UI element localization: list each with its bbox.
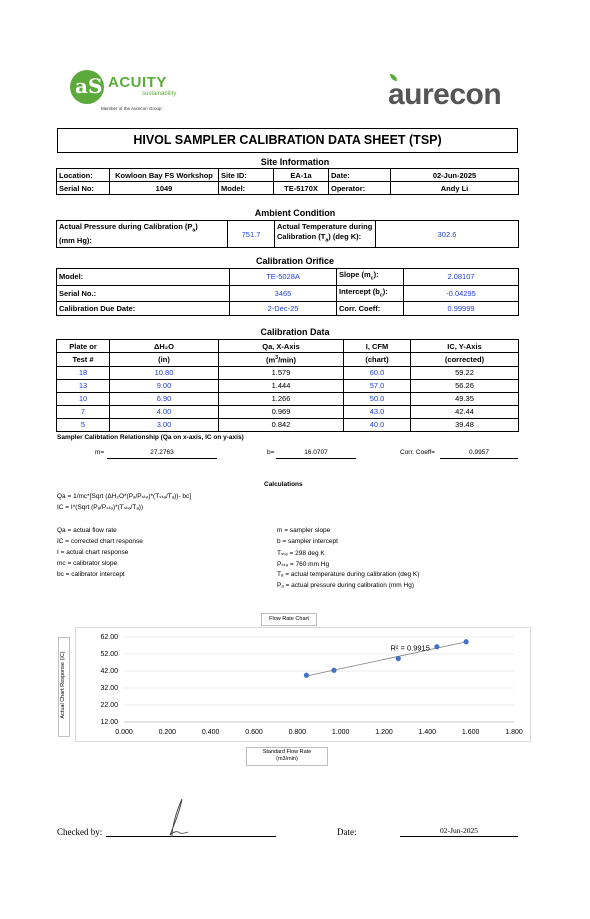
page-title: HIVOL SAMPLER CALIBRATION DATA SHEET (TSP)	[57, 128, 518, 153]
header-m3min: $(m^3/\min)$	[219, 353, 344, 367]
def-pstd: Pₛₜₔ = 760 mm Hg	[277, 561, 330, 568]
header-chart: (chart)	[344, 353, 411, 367]
m-label: m=	[95, 449, 105, 456]
calculations-title: Calculations	[264, 481, 303, 488]
i-cell: 40.0	[344, 418, 411, 431]
b-value: 16.0707	[276, 449, 356, 459]
y-axis-title: Actual Chart Response (IC)	[60, 651, 66, 719]
data-point	[304, 673, 309, 678]
header-ic: IC, Y-Axis	[411, 340, 519, 353]
i-cell: 57.0	[344, 379, 411, 392]
x-tick-label: 0.000	[115, 729, 133, 736]
calibration-orifice-title: Calibration Orifice	[255, 256, 335, 266]
corr-coeff-label: Corr. Coeff:	[337, 302, 404, 316]
ic-cell: 56.26	[411, 379, 519, 392]
data-point	[434, 644, 439, 649]
x-tick-label: 0.800	[288, 729, 307, 736]
plate-cell: 13	[57, 379, 110, 392]
x-tick-label: 1.800	[505, 729, 523, 736]
location-label: Location:	[57, 169, 110, 182]
def-b: b = sampler intercept	[277, 538, 338, 545]
temp-value: 302.6	[376, 221, 519, 248]
due-date-value: 2-Dec-25	[230, 302, 337, 316]
def-qa: Qa = actual flow rate	[57, 527, 117, 534]
def-bc: bᴄ = calibrator intercept	[57, 571, 125, 578]
i-cell: 50.0	[344, 392, 411, 405]
x-tick-label: 0.600	[245, 729, 263, 736]
formula-qa: Qa = 1/mᴄ*[Sqrt (ΔH₂O*(Pₐ/Pₛₜₔ)*(Tₛₜₔ/Tₐ))- bᴄ]	[57, 493, 192, 500]
temp-label: Actual Temperature during Calibration $(T_a)$ (deg K):	[275, 221, 376, 248]
orifice-serial-value: 3465	[230, 285, 337, 302]
model-value: TE-5170X	[274, 182, 329, 195]
header-test: Test #	[57, 353, 110, 367]
pressure-label: Actual Pressure during Calibration $(P_a)$ (mm Hg):	[57, 221, 228, 248]
aurecon-logo-name: aurecon	[388, 78, 502, 111]
footer-date-label: Date:	[337, 827, 357, 837]
plate-cell: 18	[57, 366, 110, 379]
header-in: (in)	[110, 353, 219, 367]
x-tick-label: 1.000	[331, 729, 350, 736]
y-tick-label: 52.00	[100, 651, 118, 658]
corr-value: 0.9957	[440, 449, 518, 459]
date-label: Date:	[329, 169, 391, 182]
plate-cell: 7	[57, 405, 110, 418]
data-point	[396, 656, 401, 661]
y-tick-label: 62.00	[100, 634, 118, 641]
ic-cell: 42.44	[411, 405, 519, 418]
intercept-label: Intercept $(b_c)$:	[337, 285, 404, 302]
dh2o-cell: 9.00	[110, 379, 219, 392]
dh2o-cell: 10.80	[110, 366, 219, 379]
intercept-value: -0.04295	[404, 285, 519, 302]
serial-value: 1049	[110, 182, 219, 195]
ic-cell: 59.22	[411, 366, 519, 379]
orifice-model-label: Model:	[57, 269, 230, 286]
operator-label: Operator:	[329, 182, 391, 195]
orifice-model-value: TE-5028A	[230, 269, 337, 286]
y-tick-label: 22.00	[100, 702, 118, 709]
dh2o-cell: 4.00	[110, 405, 219, 418]
header-qa: Qa, X-Axis	[219, 340, 344, 353]
y-tick-label: 12.00	[100, 719, 118, 726]
corr-coeff-value: 0.99999	[404, 302, 519, 316]
qa-cell: 0.969	[219, 405, 344, 418]
orifice-serial-label: Serial No.:	[57, 285, 230, 302]
header-i: I, CFM	[344, 340, 411, 353]
model-label: Model:	[219, 182, 274, 195]
x-tick-label: 1.400	[418, 729, 437, 736]
site-information-title: Site Information	[260, 157, 330, 167]
def-ic: IC = corrected chart response	[57, 538, 143, 545]
acuity-logo-name: ACUITY	[108, 74, 167, 91]
ic-cell: 49.35	[411, 392, 519, 405]
x-tick-label: 0.200	[158, 729, 177, 736]
date-value: 02-Jun-2025	[391, 169, 519, 182]
y-tick-label: 32.00	[100, 685, 118, 692]
x-tick-label: 1.200	[375, 729, 393, 736]
data-point	[464, 639, 469, 644]
def-m: m = sampler slope	[277, 527, 331, 534]
plate-cell: 10	[57, 392, 110, 405]
slope-label: Slope $(m_c)$:	[337, 269, 404, 286]
corr-label: Corr. Coeff=	[400, 449, 436, 456]
x-axis-title	[246, 747, 328, 766]
header-plate: Plate or	[57, 340, 110, 353]
relationship-title: Sampler Calibtation Relationship (Qa on x-axis, IC on y-axis)	[57, 434, 244, 441]
footer-date-value: 02-Jun-2025	[400, 826, 518, 837]
x-axis-title-line-1: Standard Flow Rate	[262, 749, 312, 755]
qa-cell: 1.579	[219, 366, 344, 379]
acuity-mark-icon: aS	[70, 70, 104, 104]
serial-label: Serial No:	[57, 182, 110, 195]
b-label: b=	[267, 449, 275, 456]
data-point	[331, 668, 336, 673]
def-i: I = actual chart response	[57, 549, 129, 556]
def-tstd: Tₛₜₔ = 298 deg K	[277, 550, 325, 557]
pressure-value: 751.7	[228, 221, 275, 248]
x-tick-label: 1.600	[461, 729, 480, 736]
def-ta: Tₐ = actual temperature during calibration (deg K)	[277, 571, 420, 578]
qa-cell: 1.444	[219, 379, 344, 392]
site-id-label: Site ID:	[219, 169, 274, 182]
operator-value: Andy Li	[391, 182, 519, 195]
acuity-member-text: Member of the Aurecon Group	[101, 106, 162, 111]
checked-by-label: Checked by:	[57, 827, 103, 837]
def-pa: Pₐ = actual pressure during calibration (mm Hg)	[277, 582, 414, 589]
i-cell: 43.0	[344, 405, 411, 418]
acuity-logo-sub: sustainability	[142, 91, 177, 97]
def-mc: mᴄ = calibrator slope	[57, 560, 118, 567]
r-squared-label: R² = 0.9915	[390, 643, 430, 653]
due-date-label: Calibration Due Date:	[57, 302, 230, 316]
x-tick-label: 0.400	[201, 729, 220, 736]
chart-title: Flow Rate Chart	[261, 613, 317, 626]
header-corrected: (corrected)	[411, 353, 519, 367]
x-axis-title-line-2: (m3/min)	[276, 756, 298, 762]
y-tick-label: 42.00	[100, 668, 118, 675]
ambient-condition-title: Ambient Condition	[254, 208, 336, 218]
header-dh2o: ΔH₂O	[110, 340, 219, 353]
qa-cell: 1.266	[219, 392, 344, 405]
ic-cell: 39.48	[411, 418, 519, 431]
formula-ic: IC = I*(Sqrt (Pₐ/Pₛₜₔ)*(Tₛₜₔ/Tₐ))	[57, 504, 144, 511]
dh2o-cell: 6.90	[110, 392, 219, 405]
m-value: 27.2763	[107, 449, 217, 459]
calibration-data-title: Calibration Data	[260, 327, 330, 337]
qa-cell: 0.842	[219, 418, 344, 431]
i-cell: 60.0	[344, 366, 411, 379]
dh2o-cell: 3.00	[110, 418, 219, 431]
signature-icon	[158, 797, 198, 839]
site-id-value: EA-1a	[274, 169, 329, 182]
slope-value: 2.08107	[404, 269, 519, 286]
location-value: Kowloon Bay FS Workshop	[110, 169, 219, 182]
plate-cell: 5	[57, 418, 110, 431]
